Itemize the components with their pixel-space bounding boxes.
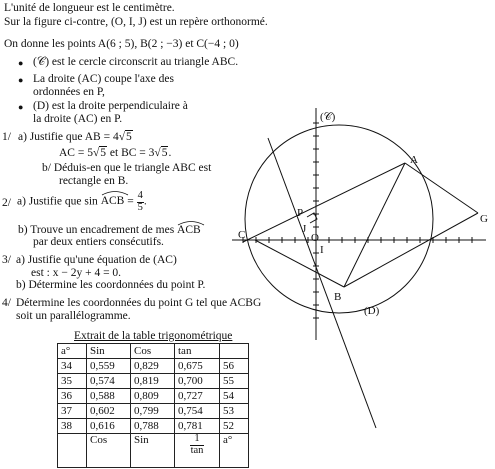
table-cell: 34 [58,359,87,374]
table-cell: 0,727 [175,389,220,404]
bullet-dot-2: ● [18,75,24,85]
line-d [268,138,376,428]
table-cell: 0,588 [87,389,131,404]
table-cell: 0,700 [175,374,220,389]
label-g: G [480,213,488,225]
bullet-2-text-b: ordonnées en P, [33,86,105,98]
q1-a-radicand: 5 [126,131,132,143]
q3-a-line-2: est : x − 2y + 4 = 0. [31,267,122,279]
q2-dot: . [143,195,147,208]
q2-b-line-2: par deux entiers consécutifs. [33,236,164,248]
q3-a-line-1: a) Justifie qu'une équation de (AC) [16,254,177,266]
table-cell: 35 [58,374,87,389]
table-cell: 0,574 [87,374,131,389]
q1-b-line-2: rectangle en B. [59,175,129,187]
table-cell: 0,559 [87,359,131,374]
table-header-cell: Cos [131,344,175,359]
bullet-3-text-a: (D) est la droite perpendiculaire à [33,100,188,112]
q2-b-line-1: b) Trouve un encadrement de mes ACB [18,224,201,237]
table-footer-cell: Sin [131,434,175,468]
label-b: B [334,291,342,303]
q2-b-angle: ACB [177,224,201,237]
table-cell: 0,602 [87,404,131,419]
table-cell: 38 [58,419,87,434]
intro-line-3: On donne les points A(6 ; 5), B(2 ; −3) et C(−4 ; 0) [4,38,239,50]
label-d: (D) [364,305,380,317]
table-cell: 53 [220,404,249,419]
table-header-cell: tan [175,344,220,359]
table-cell: 36 [58,389,87,404]
q2-a-text: a) Justifie que sin [17,195,98,208]
table-cell: 0,799 [131,404,175,419]
q1-ac-bc: AC = 5√5 et BC = 3√5. [59,147,172,159]
table-cell: 0,781 [175,419,220,434]
segment-ab [344,163,405,287]
bullet-3-text-b: la droite (AC) en P. [33,113,123,125]
table-cell: 54 [220,389,249,404]
bullet-1-text: (𝒞) est le cercle circonscrit au triangle ABC. [33,56,239,68]
q3-number: 3/ [2,254,11,266]
q4-line-2: soit un parallélogramme. [16,310,131,322]
q1-ac-text: AC = 5 [59,147,93,159]
q2-frac-den: 5 [137,201,143,213]
q1-ac-radicand: 5 [100,147,107,159]
segment-gb [344,213,478,287]
q2-frac-num: 4 [137,190,143,201]
label-o: O [311,232,319,244]
intro-line-1: L'unité de longueur est le centimètre. [4,2,175,14]
label-p: P [297,207,304,219]
label-c: C [238,229,246,241]
table-caption: Extrait de la table trigonométrique [74,330,233,342]
table-cell: 0,675 [175,359,220,374]
q3-b-line: b) Détermine les coordonnées du point P. [16,279,206,291]
q4-number: 4/ [2,297,11,309]
table-cell: 52 [220,419,249,434]
table-footer-cell: a° [220,434,249,468]
q2-number: 2/ [2,197,11,209]
segment-ag [405,163,478,213]
bullet-dot-3: ● [18,102,24,112]
q1-b-line-1: b/ Déduis-en que le triangle ABC est [42,162,212,174]
table-cell: 37 [58,404,87,419]
sqrt-symbol: √ [118,131,126,143]
table-header-cell: Sin [87,344,131,359]
label-i: I [320,244,324,256]
bullet-2-text-a: La droite (AC) coupe l'axe des [33,73,174,85]
table-footer-cell: Cos [87,434,131,468]
table-header-cell: a° [58,344,87,359]
q4-line-1: Détermine les coordonnées du point G tel que ACBG [16,297,262,309]
label-j: J [302,223,307,235]
table-cell: 55 [220,374,249,389]
table-cell: 0,819 [131,374,175,389]
table-cell: 0,754 [175,404,220,419]
table-cell: 0,616 [87,419,131,434]
q1-bc-text: et BC = 3 [109,147,155,159]
sqrt-symbol: √ [154,147,161,159]
segment-cb [255,240,344,287]
q1-a-text: a) Justifie que AB = 4 [18,131,119,143]
bullet-dot-1: ● [18,58,24,68]
table-cell: 0,788 [131,419,175,434]
table-cell: 56 [220,359,249,374]
table-cell: 0,829 [131,359,175,374]
q1-bc-radicand: 5 [161,147,168,159]
label-a: A [410,154,418,166]
q2-eq: = [127,195,134,208]
sqrt-symbol: √ [92,147,100,159]
q2-angle: ACB [101,195,125,208]
label-circle: (𝒞) [320,111,336,123]
line-ac [243,163,405,242]
table-footer-fraction: $\frac{1}{\tan}$ [190,433,204,456]
q1-number: 1/ [2,131,11,143]
table-cell: 0,809 [131,389,175,404]
intro-line-2: Sur la figure ci-contre, (O, I, J) est un repère orthonormé. [4,16,268,28]
